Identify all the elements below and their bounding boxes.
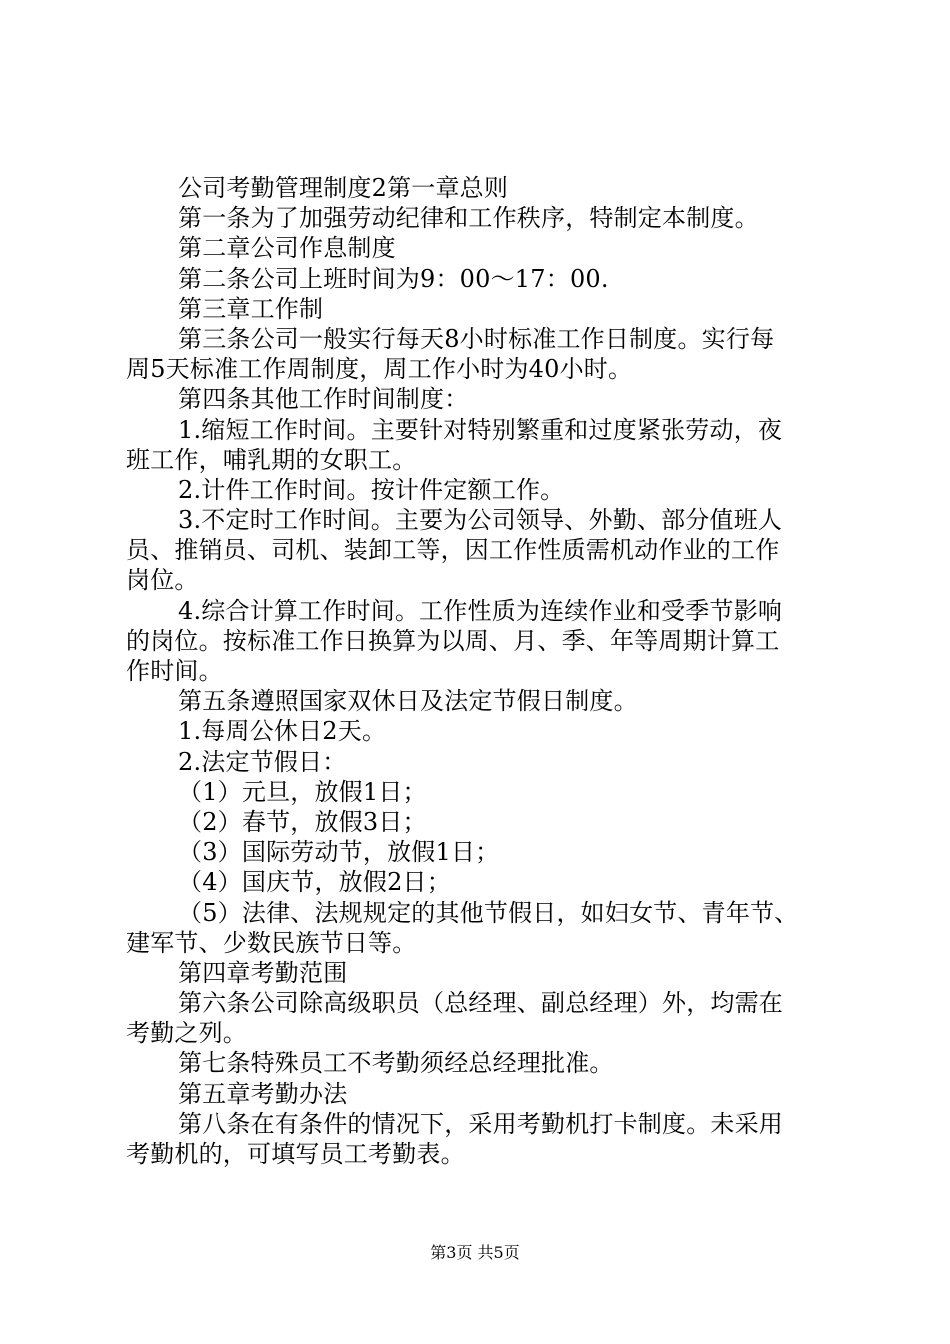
document-line: 作时间。 — [126, 657, 223, 685]
document-line: 第二章公司作息制度 — [178, 234, 396, 263]
document-line: 第五章考勤办法 — [178, 1079, 348, 1108]
document-line: 第七条特殊员工不考勤须经总经理批准。 — [178, 1049, 614, 1078]
document-line: 的岗位。按标准工作日换算为以周、月、季、年等周期计算工 — [126, 626, 780, 655]
document-line: 班工作，哺乳期的女职工。 — [126, 445, 417, 474]
document-body — [126, 173, 832, 1169]
document-line: （4）国庆节，放假2日； — [178, 868, 451, 897]
document-line: 考勤机的，可填写员工考勤表。 — [126, 1140, 465, 1168]
document-line: 3.不定时工作时间。主要为公司领导、外勤、部分值班人 — [178, 506, 783, 535]
document-line: 2.法定节假日： — [178, 747, 347, 776]
document-line: 1.缩短工作时间。主要针对特别繁重和过度紧张劳动，夜 — [178, 415, 783, 444]
document-line: （1）元旦，放假1日； — [178, 777, 427, 806]
document-line: 第四章考勤范围 — [178, 958, 348, 987]
document-line: 建军节、少数民族节日等。 — [126, 928, 417, 957]
document-line: 1.每周公休日2天。 — [178, 717, 387, 746]
document-line: （5）法律、法规规定的其他节假日，如妇女节、青年节、 — [178, 898, 799, 927]
document-line: 第二条公司上班时间为9：00～17：00. — [178, 264, 609, 293]
document-line: 第五条遵照国家双休日及法定节假日制度。 — [178, 687, 638, 716]
document-line: 岗位。 — [126, 566, 199, 595]
document-line: 第六条公司除高级职员（总经理、副总经理）外，均需在 — [178, 989, 783, 1018]
document-line: 第三条公司一般实行每天8小时标准工作日制度。实行每 — [178, 324, 775, 353]
document-line: 员、推销员、司机、装卸工等，因工作性质需机动作业的工作 — [126, 536, 780, 565]
document-line: 第三章工作制 — [178, 294, 324, 323]
document-line: 4.综合计算工作时间。工作性质为连续作业和受季节影响 — [178, 596, 783, 625]
document-line: 2.计件工作时间。按计件定额工作。 — [178, 475, 565, 504]
document-line: （2）春节，放假3日； — [178, 807, 427, 836]
document-line: 周5天标准工作周制度，周工作小时为40小时。 — [126, 355, 633, 384]
document-line: 考勤之列。 — [126, 1019, 247, 1048]
document-line: 公司考勤管理制度2第一章总则 — [178, 174, 509, 202]
document-line: 第四条其他工作时间制度： — [178, 385, 469, 414]
document-line: 第一条为了加强劳动纪律和工作秩序，特制定本制度。 — [178, 204, 759, 233]
document-line: 第八条在有条件的情况下，采用考勤机打卡制度。未采用 — [178, 1109, 783, 1138]
page-footer: 第3页 共5页 — [430, 1243, 520, 1262]
document-line: （3）国际劳动节，放假1日； — [178, 838, 500, 867]
